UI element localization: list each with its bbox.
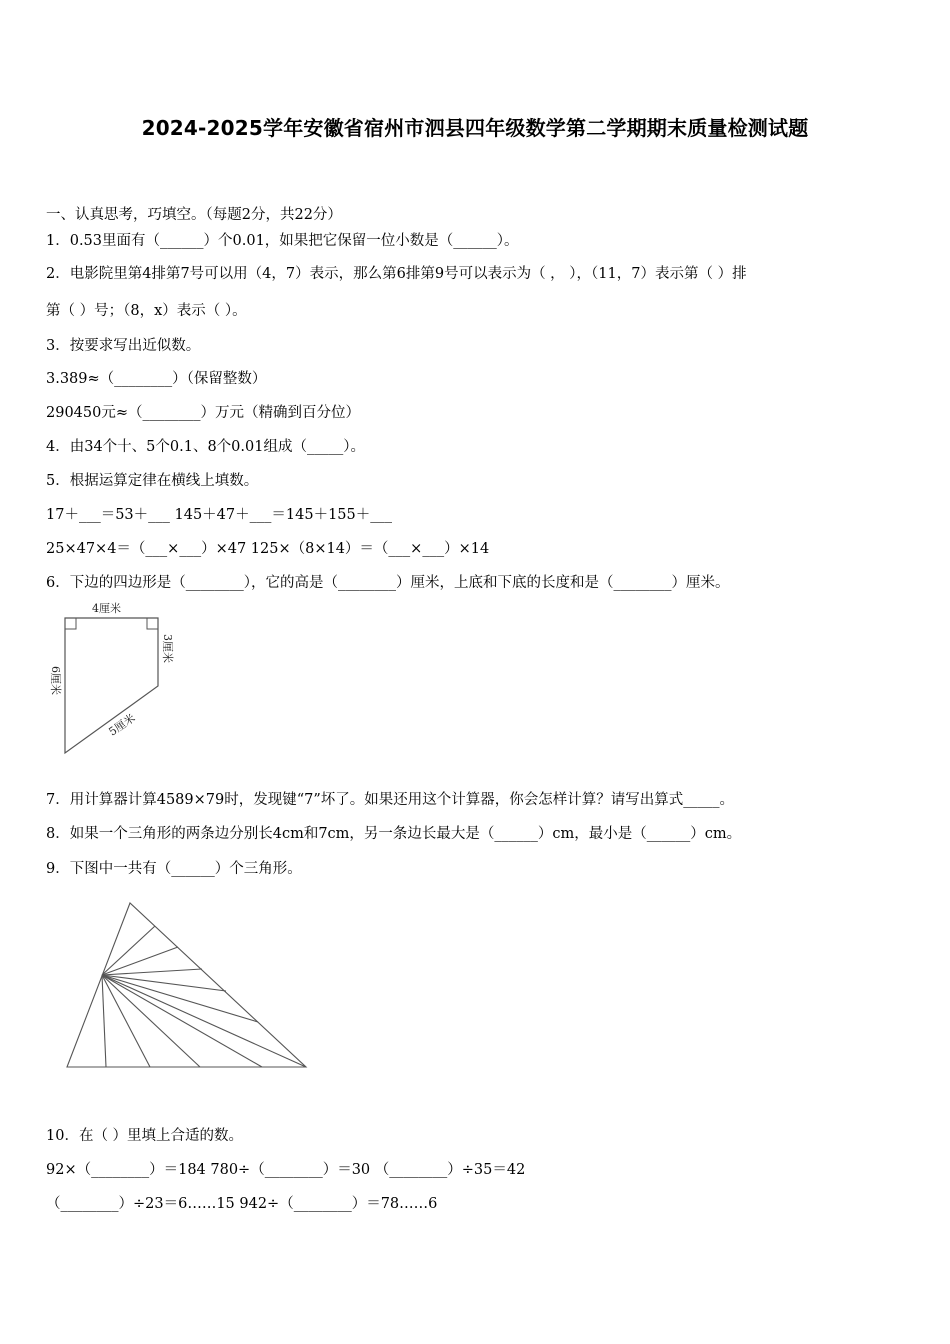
question-5a: 17＋___＝53＋___ 145＋47＋___＝145＋155＋___ <box>46 507 392 523</box>
fan-line <box>102 926 155 975</box>
question-5: 5．根据运算定律在横线上填数。 <box>46 473 259 489</box>
question-3a: 3.389≈（________）（保留整数） <box>46 371 267 387</box>
fan-line <box>102 975 306 1067</box>
question-2-line-1: 2．电影院里第4排第7号可以用（4，7）表示，那么第6排第9号可以表示为（ ， ），（11，7）表示第（ ）排 <box>46 266 747 282</box>
question-10: 10．在（ ）里填上合适的数。 <box>46 1128 244 1144</box>
label-right: 3厘米 <box>161 634 174 663</box>
question-5b: 25×47×4＝（___×___）×47 125×（8×14）＝（___×___）×14 <box>46 541 490 557</box>
fan-line <box>102 975 200 1067</box>
label-top: 4厘米 <box>92 602 121 615</box>
question-10a: 92×（________）＝184 780÷（________）＝30 （________）÷35＝42 <box>46 1162 526 1178</box>
question-3b: 290450元≈（________）万元（精确到百分位） <box>46 405 361 421</box>
question-6: 6．下边的四边形是（________），它的高是（________）厘米，上底和下底的长度和是（________）厘米。 <box>46 575 730 591</box>
question-3: 3．按要求写出近似数。 <box>46 338 201 354</box>
question-10b: （________）÷23＝6……15 942÷（________）＝78……6 <box>46 1196 438 1212</box>
question-7: 7．用计算器计算4589×79时，发现键“7”坏了。如果还用这个计算器，你会怎样计算？请写出算式_____。 <box>46 792 735 808</box>
question-4: 4．由34个十、5个0.1、8个0.01组成（_____）。 <box>46 439 365 455</box>
fan-line <box>102 975 106 1067</box>
fan-line <box>102 975 258 1022</box>
question-1: 1．0.53里面有（______）个0.01，如果把它保留一位小数是（______）。 <box>46 233 519 249</box>
label-slant: 5厘米 <box>106 711 138 739</box>
question-9: 9．下图中一共有（______）个三角形。 <box>46 861 302 877</box>
page-title: 2024-2025学年安徽省宿州市泗县四年级数学第二学期期末质量检测试题 <box>141 116 809 140</box>
question-8: 8．如果一个三角形的两条边分别长4cm和7cm，另一条边长最大是（______）cm，最小是（______）cm。 <box>46 826 742 842</box>
question-2-line-2: 第（ ）号；（8，x）表示（ ）。 <box>46 303 247 319</box>
label-left: 6厘米 <box>49 666 62 695</box>
section-heading: 一、认真思考，巧填空。（每题2分，共22分） <box>46 207 342 223</box>
